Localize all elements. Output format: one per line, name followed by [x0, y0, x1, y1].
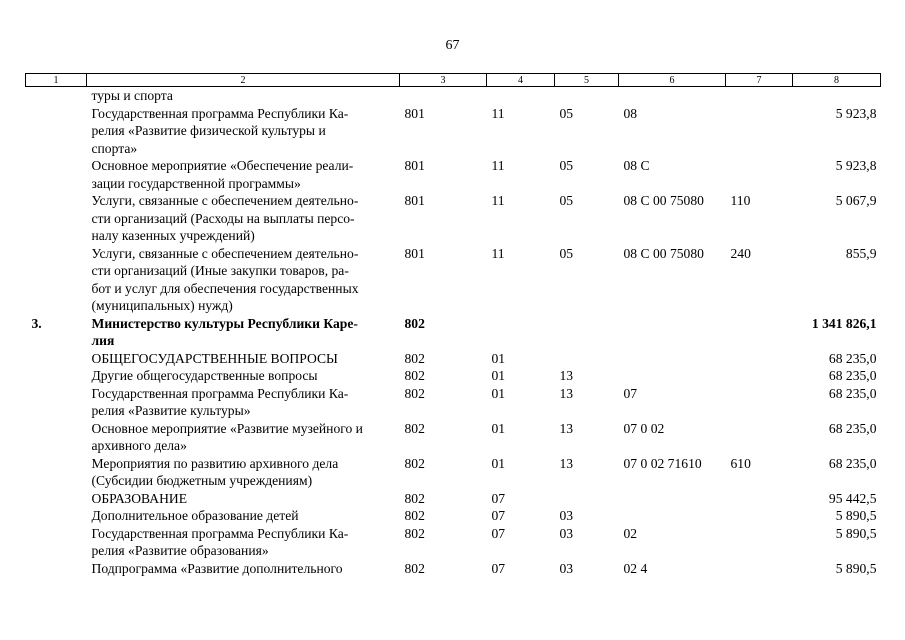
item-name: ОБЩЕГОСУДАРСТВЕННЫЕ ВОПРОСЫ [91, 350, 338, 366]
ministry-code: 802 [404, 315, 425, 331]
table-row [26, 192, 881, 245]
row-number [26, 245, 87, 315]
item-name: Основное мероприятие «Обеспечение реали- зации государственной программы» [91, 158, 354, 191]
page-number: 67 [445, 38, 460, 53]
subsection-code: 13 [559, 385, 574, 401]
ministry-code: 801 [404, 193, 425, 208]
subsection-code: 05 [559, 245, 574, 261]
amount: 5 890,5 [835, 508, 877, 523]
target-article-code: 08 [623, 105, 638, 121]
target-article-code: 07 0 02 [623, 420, 665, 436]
table-row [26, 507, 881, 525]
subsection-code: 13 [559, 420, 574, 436]
row-number [26, 560, 87, 578]
target-article-code [619, 507, 726, 525]
target-article-code: 08 С 00 75080 [623, 245, 704, 261]
ministry-code: 802 [404, 368, 425, 383]
row-number [26, 192, 87, 245]
ministry-code: 801 [404, 158, 425, 173]
subsection-code [555, 315, 619, 350]
table-body [26, 87, 881, 578]
amount: 5 890,5 [835, 560, 877, 576]
row-number [26, 385, 87, 420]
table-row [26, 105, 881, 158]
expense-type-code: 110 [730, 193, 751, 208]
item-name: Государственная программа Республики Ка- релия «Развитие физической культуры и спорта» [91, 105, 349, 156]
expense-type-code [726, 525, 793, 560]
expense-type-code: 610 [730, 455, 751, 471]
ministry-code: 802 [404, 560, 425, 576]
table-row [26, 315, 881, 350]
expense-type-code [726, 490, 793, 508]
ministry-code: 802 [404, 455, 425, 471]
amount: 5 890,5 [835, 525, 877, 541]
ministry-code [400, 87, 487, 105]
expense-type-code [726, 367, 793, 385]
item-name: Подпрограмма «Развитие дополнительного [91, 560, 343, 576]
amount: 95 442,5 [828, 490, 877, 506]
row-number [26, 105, 87, 158]
subsection-code: 03 [559, 560, 574, 576]
amount: 68 235,0 [828, 350, 877, 366]
section-code [487, 87, 555, 105]
section-code: 01 [491, 350, 506, 366]
expense-type-code [726, 157, 793, 192]
col-header: 5 [555, 74, 619, 87]
col-header: 8 [793, 74, 881, 87]
row-number [26, 525, 87, 560]
item-name: Другие общегосударственные вопросы [91, 368, 318, 383]
row-number [26, 367, 87, 385]
target-article-code: 07 [623, 385, 638, 401]
amount: 68 235,0 [828, 385, 877, 401]
expense-type-code [726, 87, 793, 105]
col-header: 4 [487, 74, 555, 87]
section-code: 11 [491, 193, 505, 208]
item-name: туры и спорта [91, 88, 173, 103]
target-article-code: 02 [623, 525, 638, 541]
col-header: 6 [619, 74, 726, 87]
expense-type-code [726, 560, 793, 578]
section-code: 11 [491, 105, 505, 121]
target-article-code [619, 350, 726, 368]
table-row [26, 385, 881, 420]
expense-type-code [726, 350, 793, 368]
amount: 68 235,0 [828, 420, 877, 436]
ministry-code: 802 [404, 525, 425, 541]
subsection-code [555, 350, 619, 368]
section-code: 07 [491, 560, 506, 576]
ministry-code: 802 [404, 508, 425, 523]
row-number: 3. [31, 315, 42, 331]
subsection-code: 13 [559, 368, 574, 383]
col-header: 3 [400, 74, 487, 87]
table-row [26, 455, 881, 490]
row-number [26, 507, 87, 525]
column-number-header [26, 74, 881, 87]
table-row [26, 420, 881, 455]
subsection-code: 03 [559, 525, 574, 541]
expense-type-code [726, 507, 793, 525]
ministry-code: 801 [404, 245, 425, 261]
expense-type-code [726, 385, 793, 420]
amount: 68 235,0 [828, 455, 877, 471]
table-row [26, 245, 881, 315]
expense-type-code: 240 [730, 245, 751, 261]
ministry-code: 802 [404, 490, 425, 506]
subsection-code: 03 [559, 508, 574, 523]
subsection-code: 05 [559, 193, 574, 208]
table-row [26, 87, 881, 105]
table-row [26, 157, 881, 192]
target-article-code [619, 315, 726, 350]
section-code: 07 [491, 508, 506, 523]
row-number [26, 157, 87, 192]
section-code: 01 [491, 420, 506, 436]
col-header: 1 [26, 74, 87, 87]
row-number [26, 87, 87, 105]
section-code: 11 [491, 158, 505, 173]
target-article-code: 08 С [623, 158, 650, 173]
expense-type-code [726, 420, 793, 455]
row-number [26, 455, 87, 490]
table-row [26, 367, 881, 385]
section-code: 07 [491, 490, 506, 506]
item-name: ОБРАЗОВАНИЕ [91, 490, 188, 506]
amount: 1 341 826,1 [811, 315, 877, 331]
item-name: Дополнительное образование детей [91, 508, 299, 523]
ministry-code: 802 [404, 385, 425, 401]
ministry-code: 801 [404, 105, 425, 121]
target-article-code [619, 490, 726, 508]
row-number [26, 350, 87, 368]
target-article-code: 07 0 02 71610 [623, 455, 702, 471]
target-article-code: 08 С 00 75080 [623, 193, 704, 208]
item-name: Услуги, связанные с обеспечением деятельно- сти организаций (Иные закупки товаров, ра- бот и услуг для обеспечения государственных (муниципальных) нужд) [91, 245, 359, 313]
subsection-code [555, 87, 619, 105]
subsection-code: 05 [559, 105, 574, 121]
item-name: Мероприятия по развитию архивного дела (Субсидии бюджетным учреждениям) [91, 455, 339, 488]
amount: 68 235,0 [828, 368, 877, 383]
section-code: 07 [491, 525, 506, 541]
table-row [26, 490, 881, 508]
amount: 5 923,8 [835, 158, 877, 173]
budget-table [25, 73, 881, 577]
target-article-code: 02 4 [623, 560, 648, 576]
ministry-code: 802 [404, 420, 425, 436]
section-code: 01 [491, 455, 506, 471]
amount: 5 067,9 [835, 193, 877, 208]
table-row [26, 350, 881, 368]
item-name: Основное мероприятие «Развитие музейного и архивного дела» [91, 420, 363, 453]
amount: 855,9 [845, 245, 877, 261]
item-name: Государственная программа Республики Ка- релия «Развитие образования» [91, 525, 349, 558]
subsection-code [555, 490, 619, 508]
target-article-code [619, 367, 726, 385]
table-row [26, 525, 881, 560]
subsection-code: 05 [559, 158, 574, 173]
row-number [26, 490, 87, 508]
section-code: 01 [491, 385, 506, 401]
item-name: Государственная программа Республики Ка- релия «Развитие культуры» [91, 385, 349, 418]
expense-type-code [726, 105, 793, 158]
amount: 5 923,8 [835, 105, 877, 121]
target-article-code [619, 87, 726, 105]
col-header: 2 [87, 74, 400, 87]
section-code: 01 [491, 368, 506, 383]
table-row [26, 560, 881, 578]
ministry-code: 802 [404, 350, 425, 366]
subsection-code: 13 [559, 455, 574, 471]
row-number [26, 420, 87, 455]
expense-type-code [726, 315, 793, 350]
col-header: 7 [726, 74, 793, 87]
section-code: 11 [491, 245, 505, 261]
item-name: Услуги, связанные с обеспечением деятельно- сти организаций (Расходы на выплаты персо- налу казенных учреждений) [91, 193, 359, 243]
amount [793, 87, 881, 105]
item-name: Министерство культуры Республики Каре- лия [91, 315, 358, 348]
section-code [487, 315, 555, 350]
